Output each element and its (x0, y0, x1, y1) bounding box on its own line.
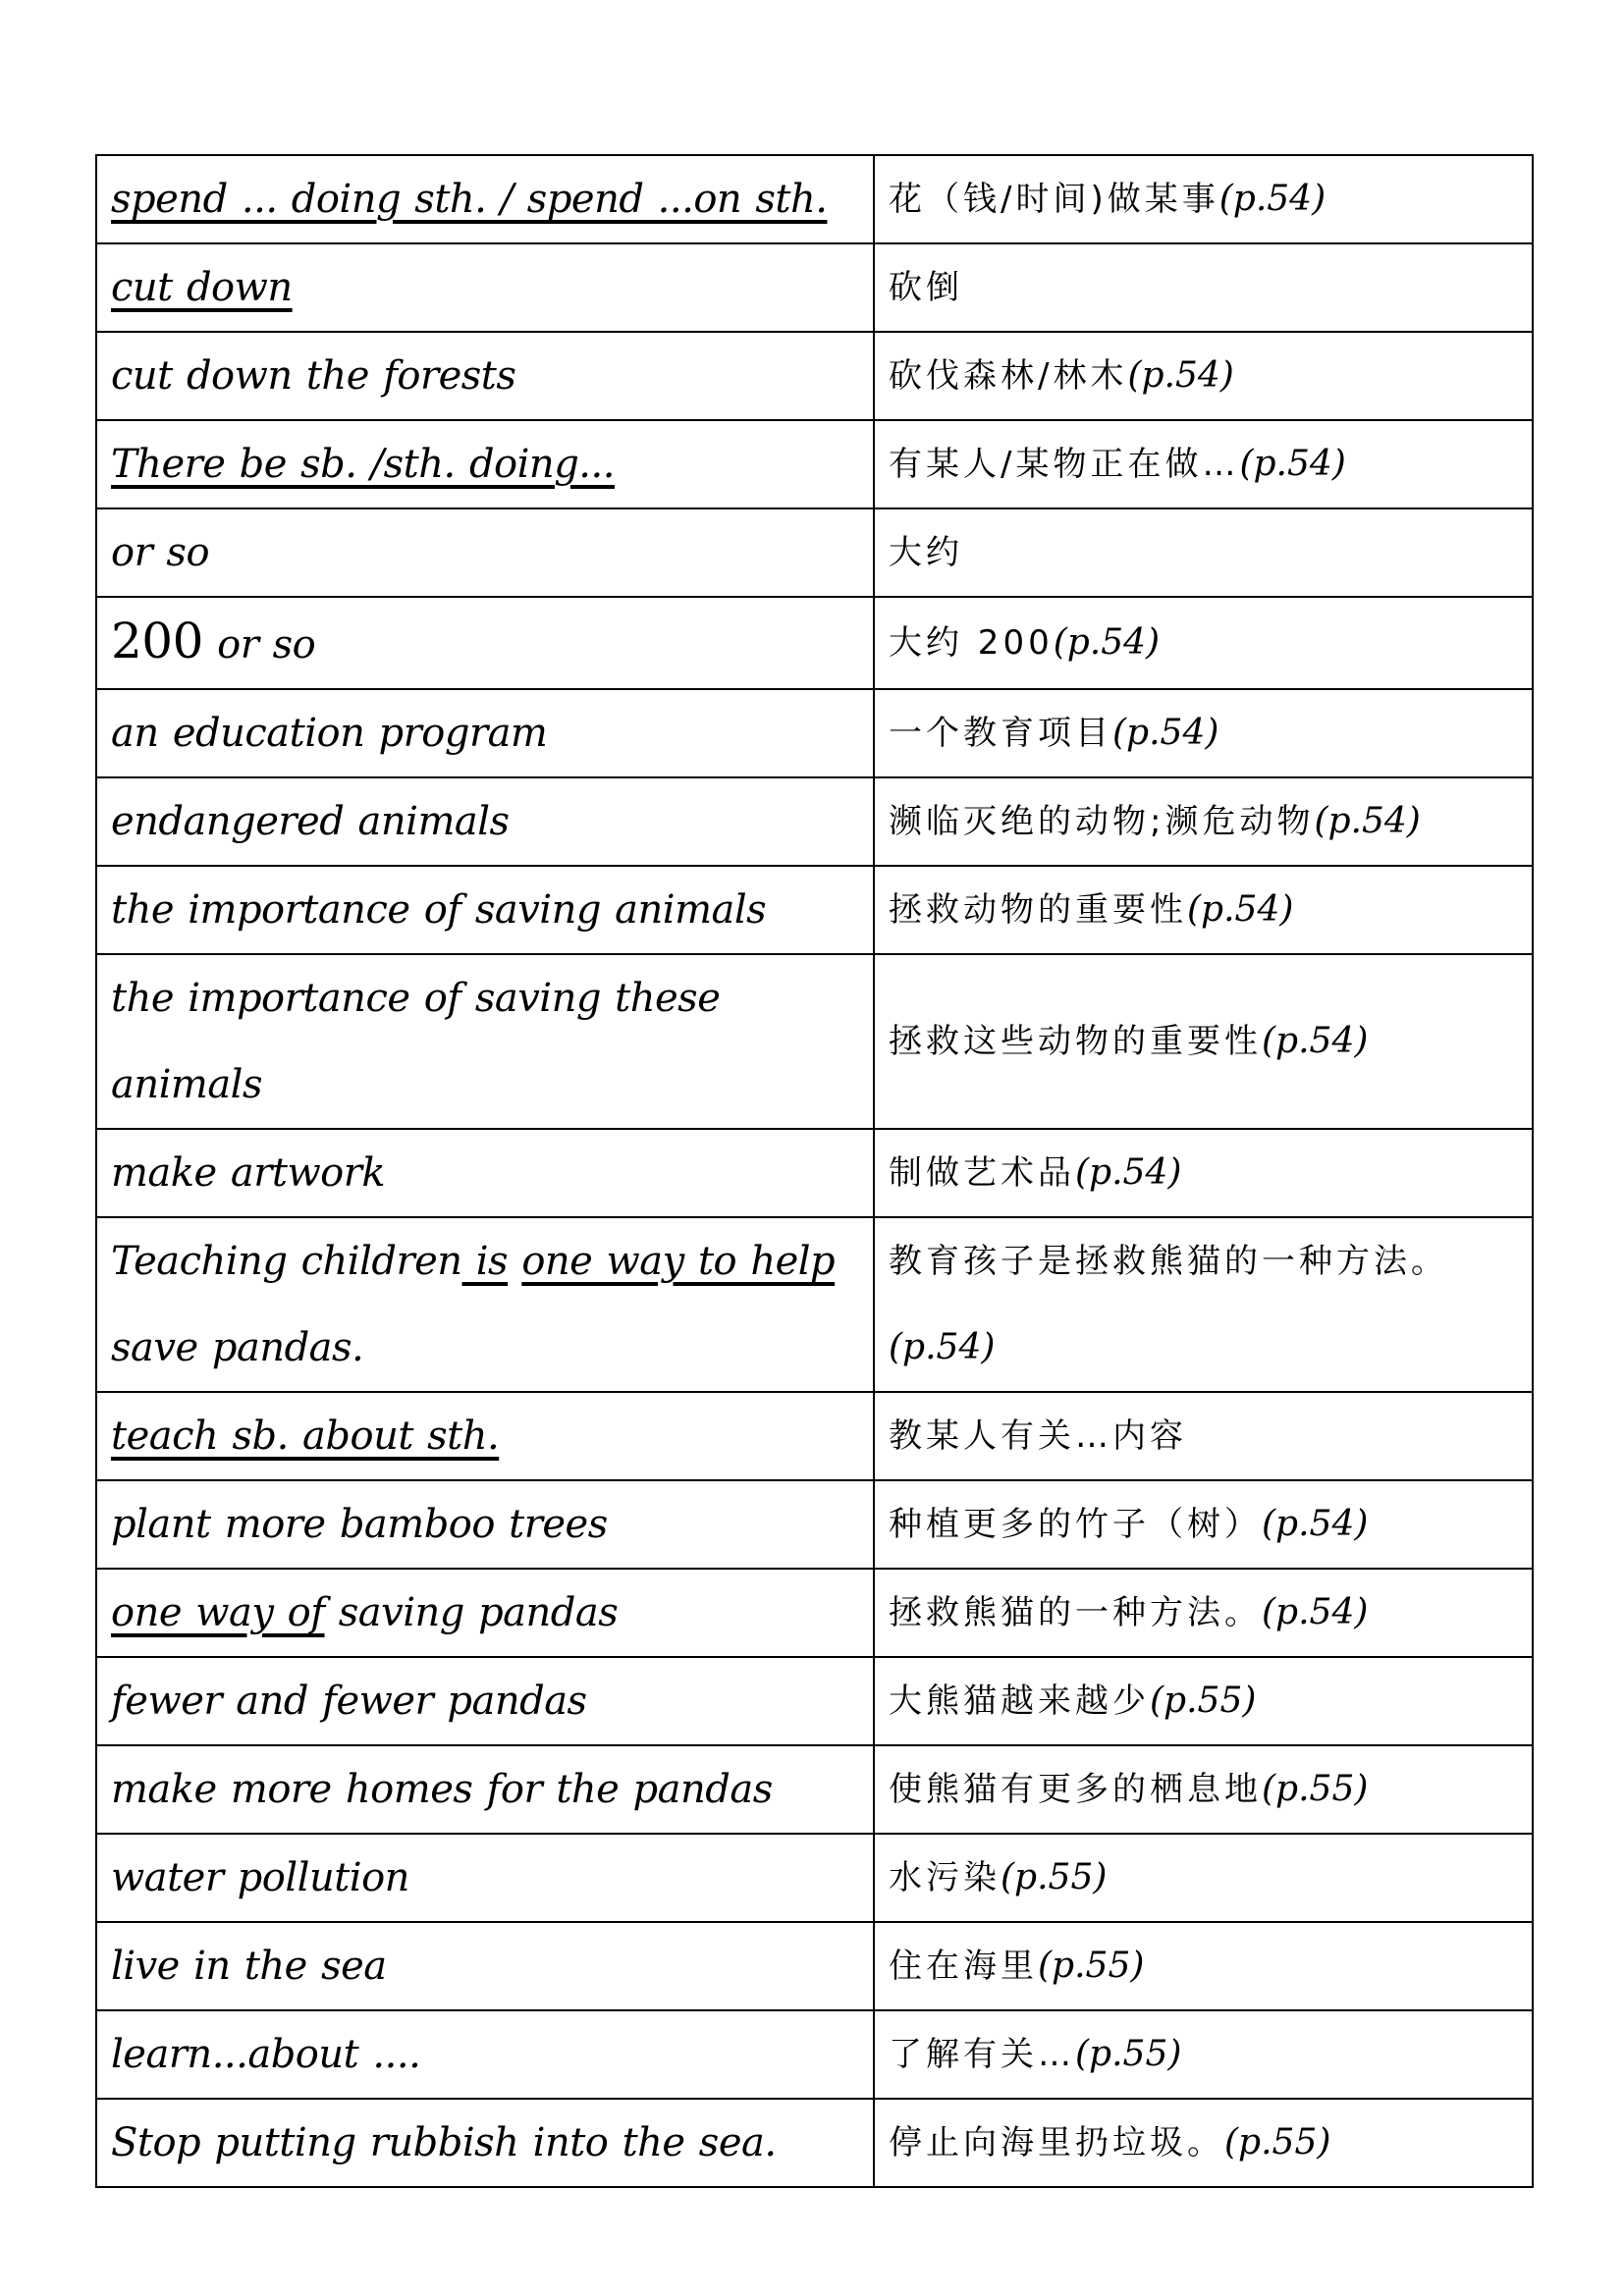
translation-text: 砍伐森林/林木 (889, 356, 1128, 396)
translation-text: 种植更多的竹子（树） (889, 1505, 1262, 1544)
translation-text: 了解有关… (889, 2035, 1075, 2074)
phrase-segment: Teaching children (111, 1239, 462, 1284)
table-row (96, 866, 1533, 954)
chinese-translation-cell (874, 1657, 1533, 1745)
table-row (96, 420, 1533, 508)
phrase-segment: make more homes for the pandas (111, 1767, 773, 1812)
underlined-phrase-segment: one way to help (521, 1239, 836, 1284)
phrase-segment: fewer and fewer pandas (111, 1679, 587, 1724)
english-phrase-cell (96, 1922, 874, 2010)
english-phrase-cell (96, 1657, 874, 1745)
chinese-translation-cell (874, 1834, 1533, 1922)
english-phrase-cell (96, 155, 874, 243)
phrase-segment: make artwork (111, 1150, 386, 1196)
english-phrase-cell (96, 866, 874, 954)
underlined-phrase-segment: There be sb. /sth. doing... (111, 442, 615, 487)
table-row (96, 1129, 1533, 1217)
table-row (96, 243, 1533, 332)
phrase-segment: saving pandas (324, 1590, 619, 1635)
chinese-translation-cell (874, 332, 1533, 420)
page-reference: (p.54) (1239, 444, 1346, 484)
page-reference: (p.54) (1262, 1504, 1369, 1544)
chinese-translation-cell (874, 1217, 1533, 1392)
phrase-segment: or so (202, 622, 316, 667)
page-reference: (p.54) (1262, 1021, 1369, 1061)
english-phrase-cell (96, 597, 874, 689)
table-row (96, 777, 1533, 866)
english-phrase-cell (96, 420, 874, 508)
table-row (96, 155, 1533, 243)
page-reference: (p.55) (1262, 1769, 1369, 1809)
english-phrase-cell (96, 2010, 874, 2099)
english-phrase-cell (96, 1480, 874, 1569)
translation-text: 大熊猫越来越少 (889, 1682, 1150, 1721)
page-reference: (p.54) (889, 1327, 996, 1367)
underlined-phrase-segment: cut down (111, 265, 293, 310)
chinese-translation-cell (874, 2099, 1533, 2187)
underlined-phrase-segment: is (461, 1239, 509, 1284)
table-row (96, 1569, 1533, 1657)
chinese-translation-cell (874, 777, 1533, 866)
chinese-translation-cell (874, 420, 1533, 508)
english-phrase-cell (96, 332, 874, 420)
underlined-phrase-segment: spend ... doing sth. / spend ...on sth. (111, 177, 828, 222)
chinese-translation-cell (874, 1745, 1533, 1834)
english-phrase-cell (96, 954, 874, 1129)
phrase-segment: an education program (111, 711, 548, 756)
phrase-segment: 200 (111, 613, 203, 669)
underlined-phrase-segment: teach sb. about sth. (111, 1414, 500, 1459)
page-reference: (p.55) (1150, 1681, 1257, 1721)
phrase-segment (508, 1239, 521, 1284)
page-reference: (p.54) (1314, 801, 1421, 841)
page-reference: (p.54) (1053, 622, 1161, 663)
phrase-segment: live in the sea (111, 1944, 387, 1989)
english-phrase-cell (96, 1217, 874, 1392)
underlined-phrase-segment: one way of (111, 1590, 325, 1635)
phrase-segment: water pollution (111, 1855, 409, 1900)
table-row (96, 954, 1533, 1129)
translation-text: 使熊猫有更多的栖息地 (889, 1770, 1262, 1809)
page-reference: (p.54) (1075, 1152, 1182, 1193)
phrase-segment: endangered animals (111, 799, 510, 844)
table-row (96, 508, 1533, 597)
translation-text: 一个教育项目 (889, 714, 1112, 753)
page-reference: (p.54) (1218, 179, 1326, 219)
page-reference: (p.55) (1075, 2034, 1182, 2074)
english-phrase-cell (96, 777, 874, 866)
translation-text: 停止向海里扔垃圾。 (889, 2123, 1224, 2163)
chinese-translation-cell (874, 866, 1533, 954)
translation-text: 拯救动物的重要性 (889, 890, 1187, 930)
chinese-translation-cell (874, 1129, 1533, 1217)
english-phrase-cell (96, 243, 874, 332)
table-row (96, 1392, 1533, 1480)
chinese-translation-cell (874, 155, 1533, 243)
page-reference: (p.54) (1127, 355, 1234, 396)
chinese-translation-cell (874, 1569, 1533, 1657)
translation-text: 教育孩子是拯救熊猫的一种方法。 (889, 1242, 1448, 1281)
english-phrase-cell (96, 1392, 874, 1480)
chinese-translation-cell (874, 689, 1533, 777)
translation-text: 制做艺术品 (889, 1153, 1075, 1193)
english-phrase-cell (96, 1129, 874, 1217)
page-reference: (p.55) (1224, 2122, 1331, 2163)
page-reference: (p.54) (1112, 713, 1219, 753)
table-row (96, 1745, 1533, 1834)
vocabulary-table (95, 154, 1534, 2188)
english-phrase-cell (96, 2099, 874, 2187)
chinese-translation-cell (874, 1392, 1533, 1480)
table-row (96, 1480, 1533, 1569)
translation-text: 濒临灭绝的动物;濒危动物 (889, 802, 1315, 841)
translation-text: 拯救熊猫的一种方法。 (889, 1593, 1262, 1632)
vocabulary-table-body (96, 155, 1533, 2187)
phrase-segment: learn...about .... (111, 2032, 421, 2077)
english-phrase-cell (96, 1569, 874, 1657)
table-row (96, 689, 1533, 777)
translation-text: 大约 200 (889, 623, 1054, 663)
chinese-translation-cell (874, 508, 1533, 597)
translation-text: 住在海里 (889, 1947, 1038, 1986)
table-row (96, 1217, 1533, 1392)
table-row (96, 1834, 1533, 1922)
phrase-segment: the importance of saving these animals (111, 976, 721, 1107)
english-phrase-cell (96, 1745, 874, 1834)
table-row (96, 597, 1533, 689)
translation-text: 砍倒 (889, 268, 963, 307)
table-row (96, 332, 1533, 420)
chinese-translation-cell (874, 2010, 1533, 2099)
translation-text: 拯救这些动物的重要性 (889, 1022, 1262, 1061)
chinese-translation-cell (874, 1922, 1533, 2010)
translation-text: 教某人有关…内容 (889, 1416, 1187, 1456)
page-reference: (p.55) (1038, 1946, 1145, 1986)
chinese-translation-cell (874, 954, 1533, 1129)
page-reference: (p.54) (1187, 889, 1294, 930)
phrase-segment: the importance of saving animals (111, 887, 767, 933)
page-reference: (p.54) (1262, 1592, 1369, 1632)
phrase-segment: save pandas. (111, 1325, 364, 1370)
phrase-segment: or so (111, 530, 210, 575)
english-phrase-cell (96, 689, 874, 777)
chinese-translation-cell (874, 243, 1533, 332)
table-row (96, 2010, 1533, 2099)
chinese-translation-cell (874, 1480, 1533, 1569)
phrase-segment: Stop putting rubbish into the sea. (111, 2120, 777, 2165)
phrase-segment: cut down the forests (111, 353, 516, 399)
phrase-segment: plant more bamboo trees (111, 1502, 608, 1547)
table-row (96, 2099, 1533, 2187)
english-phrase-cell (96, 1834, 874, 1922)
translation-text: 大约 (889, 533, 963, 572)
english-phrase-cell (96, 508, 874, 597)
table-row (96, 1922, 1533, 2010)
table-row (96, 1657, 1533, 1745)
translation-text: 有某人/某物正在做… (889, 445, 1240, 484)
translation-text: 水污染 (889, 1858, 1001, 1897)
chinese-translation-cell (874, 597, 1533, 689)
page-reference: (p.55) (1001, 1857, 1108, 1897)
translation-text: 花（钱/时间)做某事 (889, 180, 1219, 219)
